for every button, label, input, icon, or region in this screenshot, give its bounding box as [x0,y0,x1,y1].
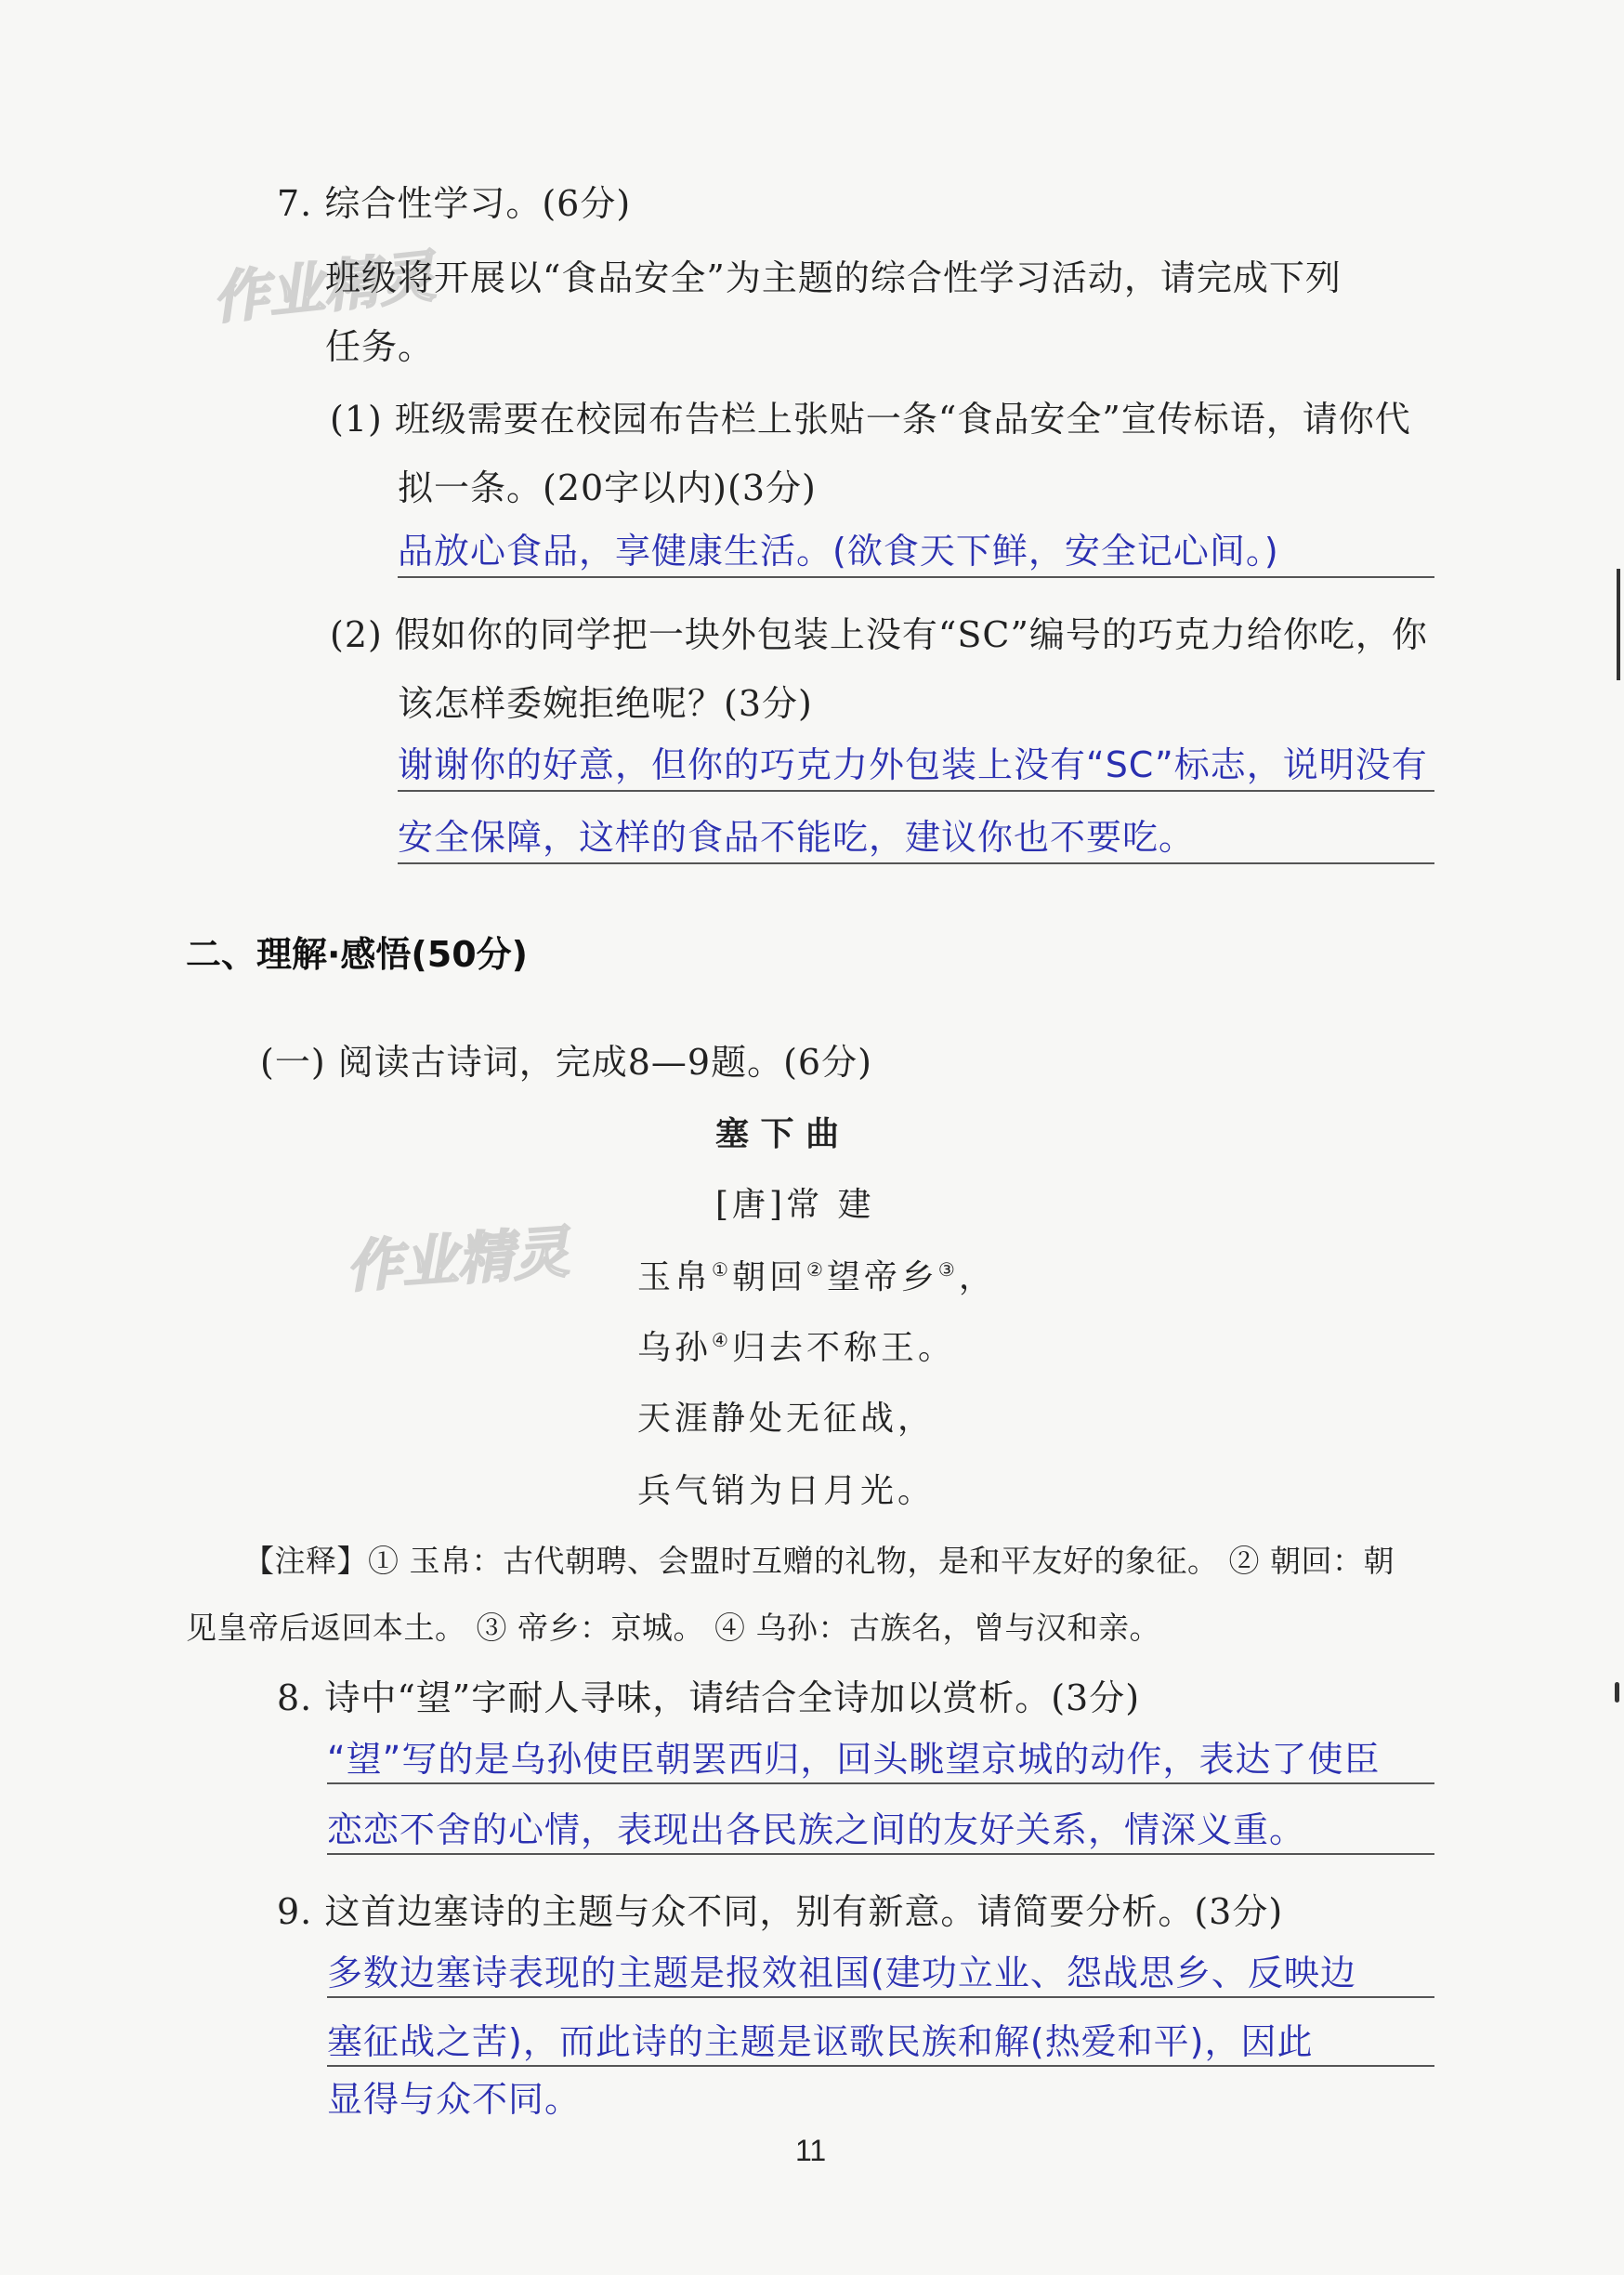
q9-question: 9. 这首边塞诗的主题与众不同，别有新意。请简要分析。(3分) [277,1891,1284,1932]
answer-line [327,1782,1434,1784]
q8-question: 8. 诗中“望”字耐人寻味，请结合全诗加以赏析。(3分) [277,1677,1141,1718]
q7-sub1-question: 拟一条。(20字以内)(3分) [398,467,817,508]
watermark: 作业精灵 [344,1219,571,1301]
answer-line [327,1996,1434,1998]
q9-answer: 塞征战之苦)，而此诗的主题是讴歌民族和解(热爱和平)，因此 [327,2021,1314,2062]
q7-sub1-question: (1) 班级需要在校园布告栏上张贴一条“食品安全”宣传标语，请你代 [330,399,1411,440]
q7-sub2-question: 该怎样委婉拒绝呢？(3分) [398,683,813,724]
q7-intro: 班级将开展以“食品安全”为主题的综合性学习活动，请完成下列 [325,257,1342,298]
answer-line [327,1853,1434,1855]
poem-line-4: 兵气销为日月光。 [637,1472,936,1510]
q7-intro: 任务。 [325,326,435,367]
notes: 【注释】① 玉帛：古代朝聘、会盟时互赠的礼物，是和平友好的象征。 ② 朝回：朝 [243,1543,1395,1579]
section-heading: 二、理解·感悟(50分) [186,934,529,975]
page-number: 11 [795,2134,827,2167]
binding-mark [1617,569,1620,680]
q7-sub1-answer: 品放心食品，享健康生活。(欲食天下鲜，安全记心间。) [398,531,1279,572]
watermark: 作业精灵 [209,243,439,333]
poem-title: 塞 下 曲 [715,1115,840,1153]
answer-line [327,2065,1434,2067]
poem-line-1: 玉帛①朝回②望帝乡③， [637,1258,996,1296]
q7-sub2-question: (2) 假如你的同学把一块外包装上没有“SC”编号的巧克力给你吃，你 [330,614,1428,655]
binding-mark [1615,1682,1619,1703]
part-intro: (一) 阅读古诗词，完成8—9题。(6分) [260,1042,872,1083]
poem-line-3: 天涯静处无征战， [637,1400,936,1438]
q7-title: 7. 综合性学习。(6分) [277,183,632,224]
poem-line-2: 乌孙④归去不称王。 [637,1329,955,1367]
poem-author: [唐]常 建 [715,1186,875,1224]
answer-line [398,790,1434,792]
q7-sub2-answer: 安全保障，这样的食品不能吃，建议你也不要吃。 [398,817,1196,858]
q8-answer: 恋恋不舍的心情，表现出各民族之间的友好关系，情深义重。 [327,1809,1306,1850]
q9-answer: 多数边塞诗表现的主题是报效祖国(建功立业、怨战思乡、反映边 [327,1953,1356,1993]
notes: 见皇帝后返回本土。 ③ 帝乡：京城。 ④ 乌孙：古族名，曾与汉和亲。 [186,1610,1160,1646]
answer-line [398,576,1434,578]
q8-answer: “望”写的是乌孙使臣朝罢西归，回头眺望京城的动作，表达了使臣 [327,1739,1381,1780]
q9-answer: 显得与众不同。 [327,2079,582,2120]
q7-sub2-answer: 谢谢你的好意，但你的巧克力外包装上没有“SC”标志，说明没有 [398,744,1428,785]
answer-line [398,862,1434,864]
